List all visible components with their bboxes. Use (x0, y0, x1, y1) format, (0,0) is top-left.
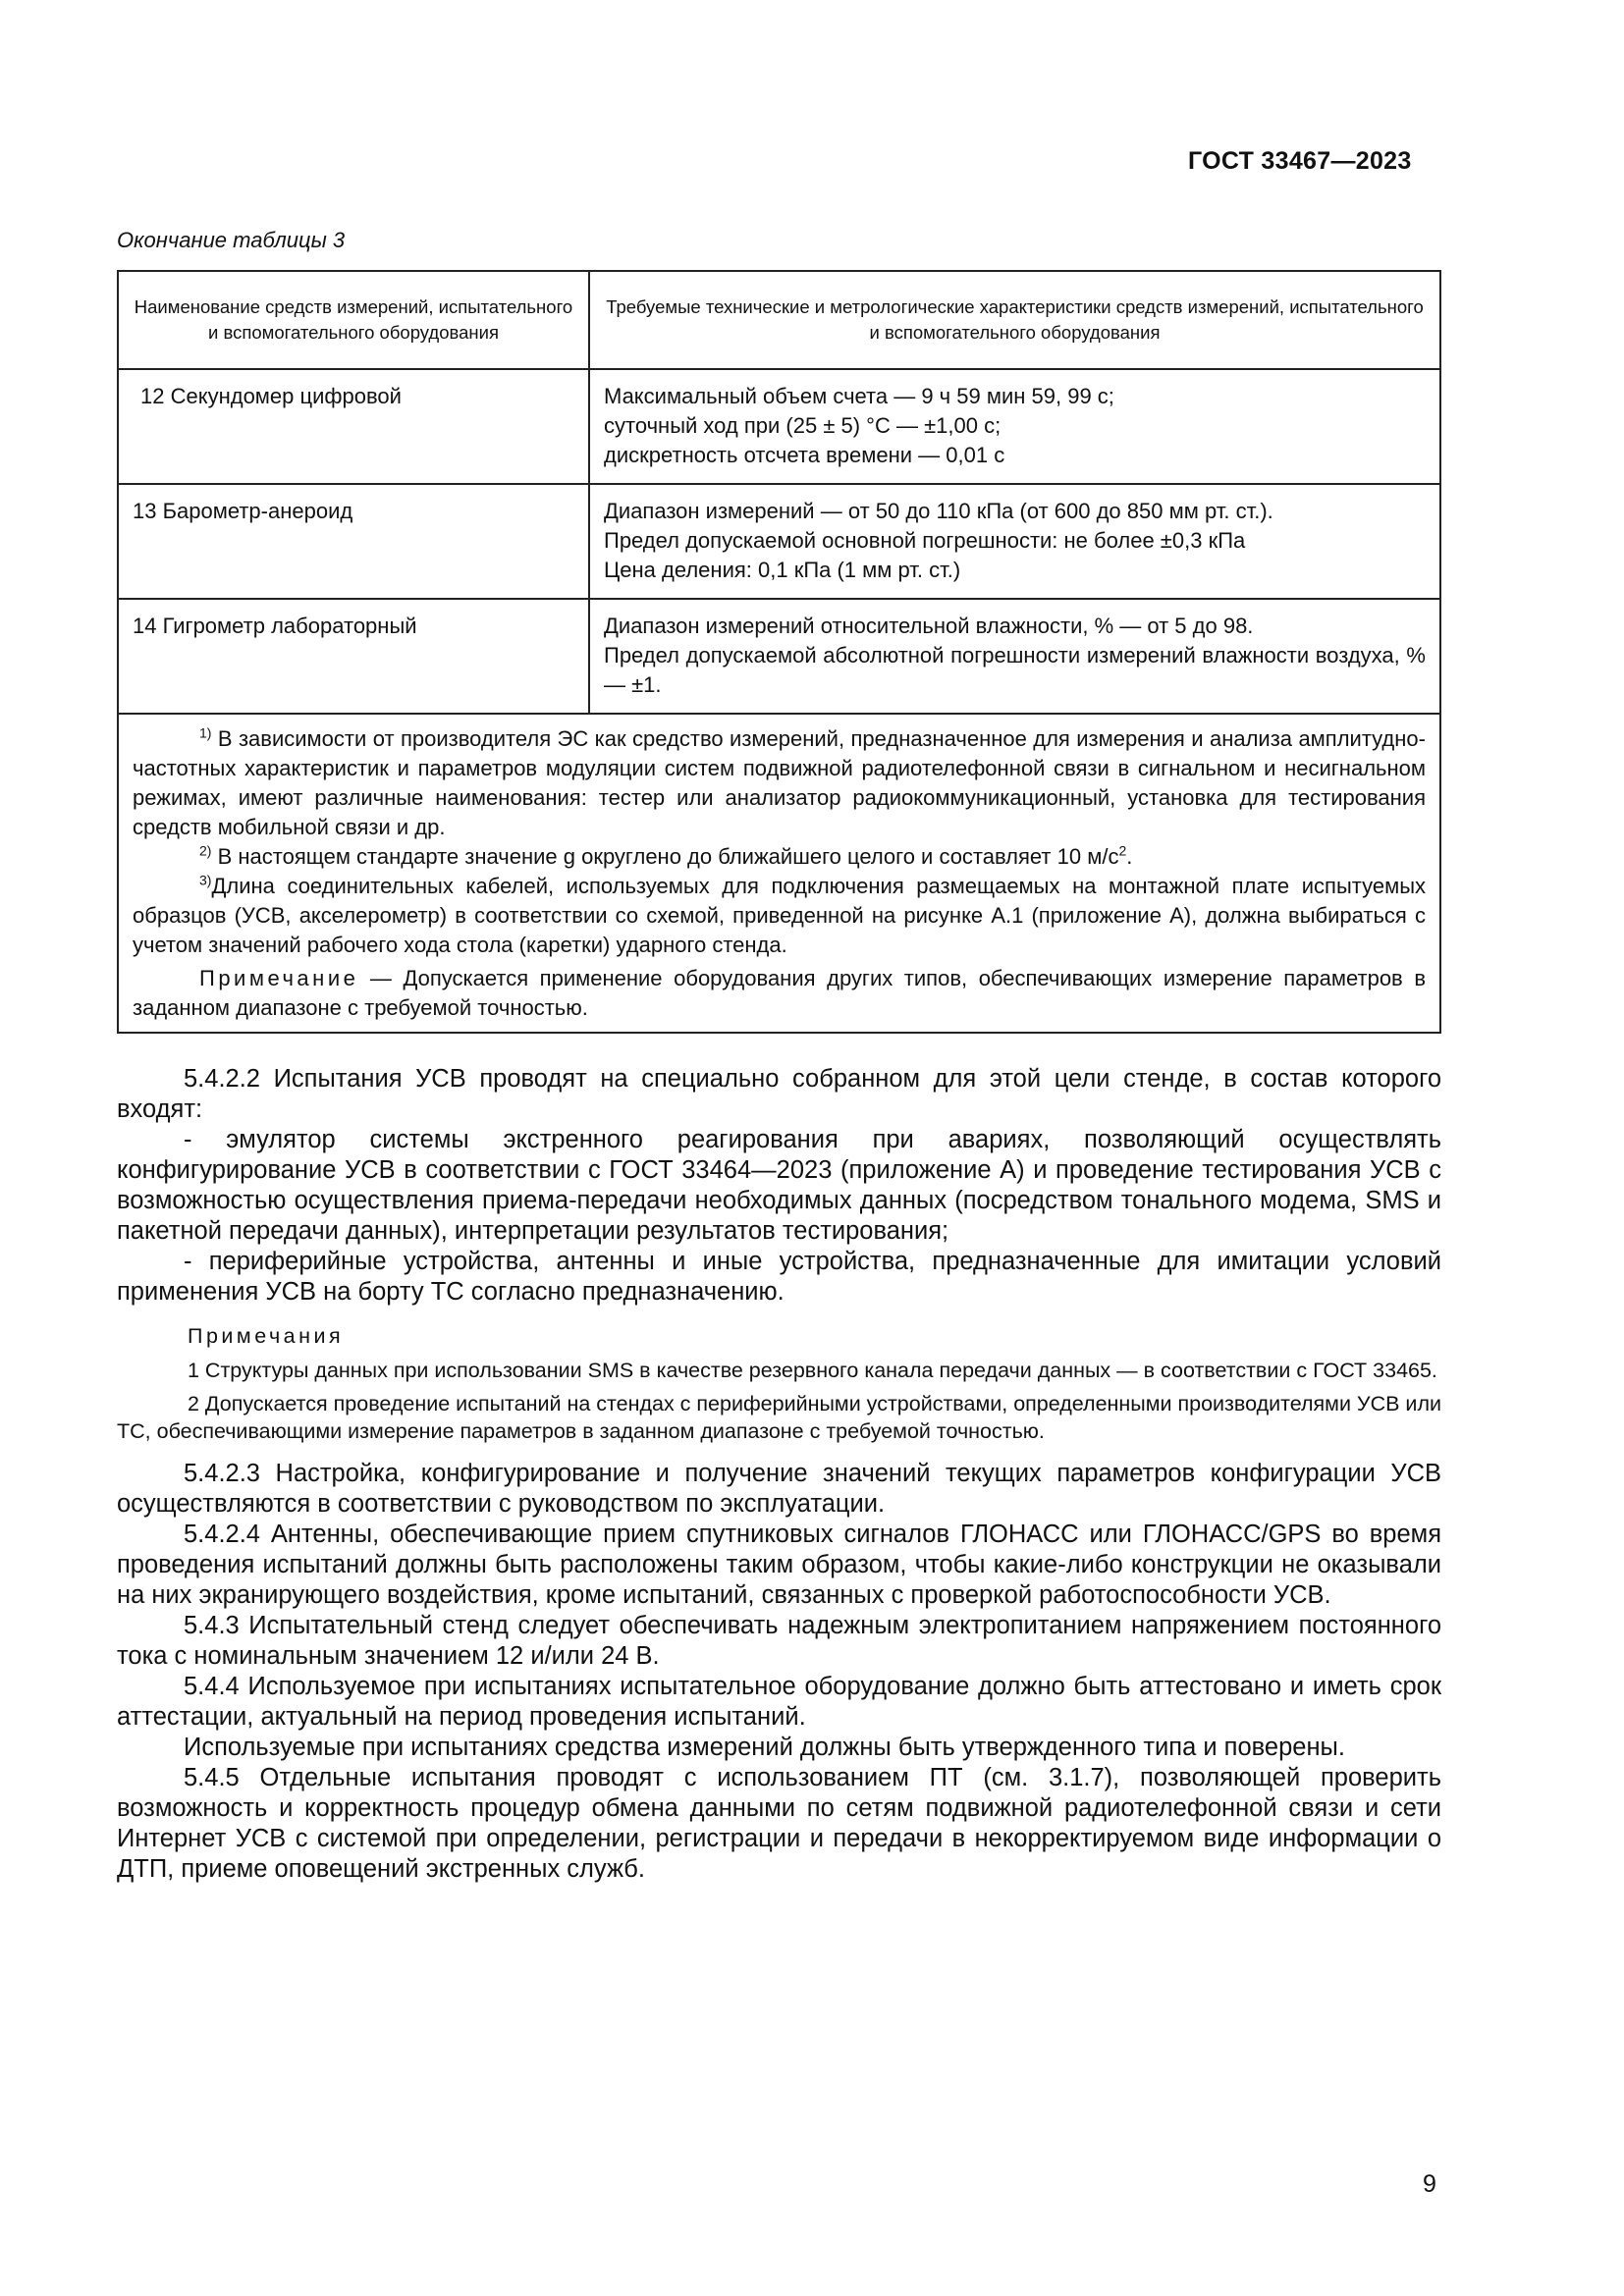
spec-line: суточный ход при (25 ± 5) °С — ±1,00 с; (604, 413, 1001, 438)
table-row (118, 484, 1440, 599)
row-spec (589, 369, 1440, 484)
table-note: Примечание — Допускается применение оборудования других типов, обеспечивающих измерение параметров в заданном диапазоне с требуемой точностью. (133, 966, 1426, 1020)
footnote-3: $^{3)}$Длина соединительных кабелей, используемых для подключения размещаемых на монтажной плате испытуемых образцов (УСВ, акселерометр) в соответствии со схемой, приведенной на рисунке А.1 (приложение А), должна выбираться с учетом значений рабочего хода стола (каретки) ударного стенда. (133, 872, 1426, 957)
row-name: 12 Секундомер цифровой (118, 369, 589, 484)
paragraph-5-4-5: 5.4.5 Отдельные испытания проводят с использованием ПТ (см. 3.1.7), позволяющей проверить возможность и корректность процедур обмена данными по сетям подвижной радиотелефонной связи и сети Интернет УСВ с системой при определении, регистрации и передачи в некорректируемом виде информации о ДТП, приеме оповещений экстренных служб. (117, 1764, 1441, 1883)
table-header-row (118, 271, 1440, 369)
notes-title: Примечания (188, 1324, 345, 1348)
spec-line: Цена деления: 0,1 кПа (1 мм рт. ст.) (604, 558, 961, 582)
paragraph-verification: Используемые при испытаниях средства измерений должны быть утвержденного типа и поверены. (184, 1734, 1345, 1761)
body-text (117, 1064, 1441, 1885)
row-spec (589, 484, 1440, 599)
page-number: 9 (1423, 2170, 1436, 2198)
spec-line: Максимальный объем счета — 9 ч 59 мин 59, 99 с; (604, 384, 1114, 408)
spec-line: Предел допускаемой абсолютной погрешности измерений влажности воздуха, % — ±1. (604, 643, 1426, 697)
note-1: 1 Структуры данных при использовании SMS в качестве резервного канала передачи данных — в соответствии с ГОСТ 33465. (188, 1359, 1437, 1382)
row-name: 14 Гигрометр лабораторный (118, 599, 589, 714)
list-item: - периферийные устройства, антенны и иные устройства, предназначенные для имитации условий применения УСВ на борту ТС согласно предназначению. (117, 1248, 1441, 1306)
spec-line: Предел допускаемой основной погрешности: не более ±0,3 кПа (604, 528, 1246, 553)
spec-line: Диапазон измерений — от 50 до 110 кПа (от 600 до 850 мм рт. ст.). (604, 499, 1273, 523)
spec-line: дискретность отсчета времени — 0,01 с (604, 443, 1005, 467)
footnote-1: $^{1)}$ В зависимости от производителя ЭС как средство измерений, предназначенное для измерения и анализа амплитудно-частотных характеристик и параметров модуляции систем подвижной радиотелефонной связи в сигнальном и несигнальном режимах, имеют различные наименования: тестер или анализатор радиокоммуникационный, установка для тестирования средств мобильной связи и др. (133, 724, 1426, 839)
list-item: - эмулятор системы экстренного реагирования при авариях, позволяющий осуществлять конфигурирование УСВ в соответствии с ГОСТ 33464—2023 (приложение А) и проведение тестирования УСВ с возможностью осуществления приема-передачи необходимых данных (посредством тонального модема, SMS и пакетной передачи данных), интерпретации результатов тестирования; (117, 1126, 1441, 1245)
table-row (118, 599, 1440, 714)
column-header-name: Наименование средств измерений, испытательного и вспомогательного оборудования (118, 271, 589, 369)
table-row (118, 369, 1440, 484)
row-name: 13 Барометр-анероид (118, 484, 589, 599)
paragraph-5-4-2-3: 5.4.2.3 Настройка, конфигурирование и получение значений текущих параметров конфигурации УСВ осуществляются в соответствии с руководством по эксплуатации. (117, 1460, 1441, 1518)
table-footnotes-row (118, 714, 1440, 1033)
spec-line: Диапазон измерений относительной влажности, % — от 5 до 98. (604, 614, 1254, 638)
table-footnotes (118, 714, 1440, 1033)
paragraph-5-4-3: 5.4.3 Испытательный стенд следует обеспечивать надежным электропитанием напряжением постоянного тока с номинальным значением 12 и/или 24 В. (117, 1612, 1441, 1670)
footnote-2: $^{2)}$ В настоящем стандарте значение g округлено до ближайшего целого и составляет 10 $м/с^2$. (199, 842, 1133, 869)
row-spec (589, 599, 1440, 714)
equipment-table (117, 270, 1441, 1034)
paragraph-5-4-2-4: 5.4.2.4 Антенны, обеспечивающие прием спутниковых сигналов ГЛОНАСС или ГЛОНАСС/GPS во время проведения испытаний должны быть расположены таким образом, чтобы какие-либо конструкции не оказывали на них экранирующего воздействия, кроме испытаний, связанных с проверкой работоспособности УСВ. (117, 1521, 1441, 1609)
column-header-spec: Требуемые технические и метрологические характеристики средств измерений, испытательного и вспомогательного оборудования (589, 271, 1440, 369)
document-id-header: ГОСТ 33467—2023 (1188, 147, 1412, 175)
paragraph-5-4-2-2: 5.4.2.2 Испытания УСВ проводят на специально собранном для этой цели стенде, в состав которого входят: (117, 1065, 1441, 1123)
table-caption: Окончание таблицы 3 (117, 228, 346, 252)
note-2: 2 Допускается проведение испытаний на стендах с периферийными устройствами, определенными производителями УСВ или ТС, обеспечивающими измерение параметров в заданном диапазоне с требуемой точностью. (117, 1392, 1441, 1443)
paragraph-5-4-4: 5.4.4 Используемое при испытаниях испытательное оборудование должно быть аттестовано и иметь срок аттестации, актуальный на период проведения испытаний. (117, 1673, 1441, 1731)
